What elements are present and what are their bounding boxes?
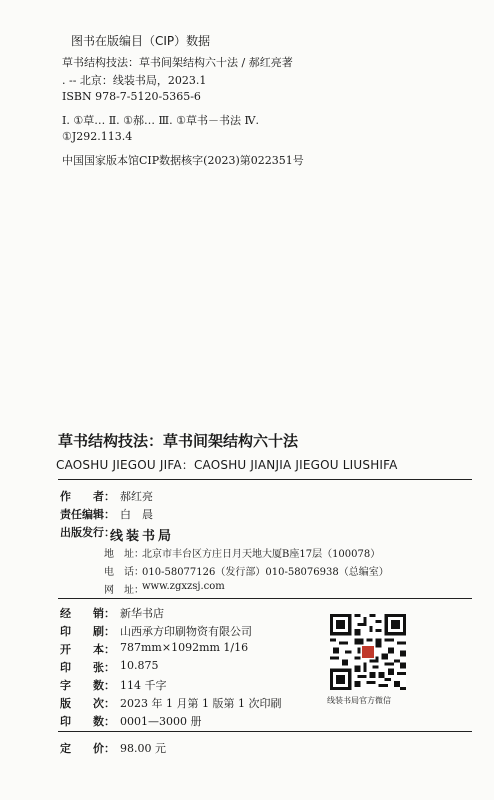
publisher-name: 线装书局	[110, 529, 175, 544]
qr-code	[330, 614, 406, 690]
divider-bottom	[58, 731, 472, 732]
distributor-value: 新华书店	[120, 607, 164, 620]
divider-top	[58, 479, 472, 480]
printer-value: 山西承方印刷物资有限公司	[120, 625, 252, 638]
sheets-label: 印 张：	[60, 661, 115, 674]
cip-csn: 中国国家版本馆CIP数据核字(2023)第022351号	[62, 154, 304, 167]
phone-label: 电 话：	[104, 567, 144, 578]
edition-value: 2023 年 1 月第 1 版第 1 次印刷	[120, 697, 282, 710]
edition-label: 版 次：	[60, 697, 115, 710]
cip-heading: 图书在版编目（CIP）数据	[71, 34, 211, 48]
printer-label: 印 刷：	[60, 625, 115, 638]
format-value: 787mm×1092mm 1/16	[120, 641, 249, 654]
website-label: 网 址：	[104, 585, 144, 596]
book-title-pinyin: CAOSHU JIEGOU JIFA：CAOSHU JIANJIA JIEGOU LIUSHIFA	[56, 458, 398, 472]
cip-subject-line1: Ⅰ. ①草… Ⅱ. ①郝… Ⅲ. ①草书－书法 Ⅳ.	[62, 114, 259, 127]
publisher-label: 出版发行：	[60, 526, 115, 539]
book-title: 草书结构技法：草书间架结构六十法	[58, 432, 299, 450]
words-value: 114 千字	[120, 679, 167, 692]
copies-label: 印 数：	[60, 715, 115, 728]
price-value: 98.00 元	[120, 742, 166, 755]
author-value: 郝红亮	[120, 490, 153, 503]
phone-value: 010-58077126（发行部）010-58076938（总编室）	[142, 567, 389, 578]
cip-entry-line2: . -- 北京：线装书局，2023.1	[62, 74, 207, 87]
cip-subject-line2: ①J292.113.4	[62, 130, 133, 143]
editor-value: 白 晨	[120, 508, 153, 521]
distributor-label: 经 销：	[60, 607, 115, 620]
address-label: 地 址：	[104, 549, 144, 560]
copies-value: 0001—3000 册	[120, 715, 202, 728]
sheets-value: 10.875	[120, 659, 159, 672]
divider-middle	[58, 598, 472, 599]
author-label: 作 者：	[60, 490, 115, 503]
editor-label: 责任编辑：	[60, 508, 115, 521]
cip-isbn: ISBN 978-7-5120-5365-6	[62, 90, 201, 103]
address-value: 北京市丰台区方庄日月天地大厦B座17层（100078）	[142, 549, 381, 560]
seal-logo-icon	[362, 646, 374, 658]
website-value: www.zgxzsj.com	[142, 581, 225, 592]
words-label: 字 数：	[60, 679, 115, 692]
qr-caption: 线装书局官方微信	[327, 696, 391, 705]
format-label: 开 本：	[60, 643, 115, 656]
price-label: 定 价：	[60, 742, 115, 755]
cip-entry-line1: 草书结构技法：草书间架结构六十法 / 郝红亮著	[62, 56, 293, 69]
